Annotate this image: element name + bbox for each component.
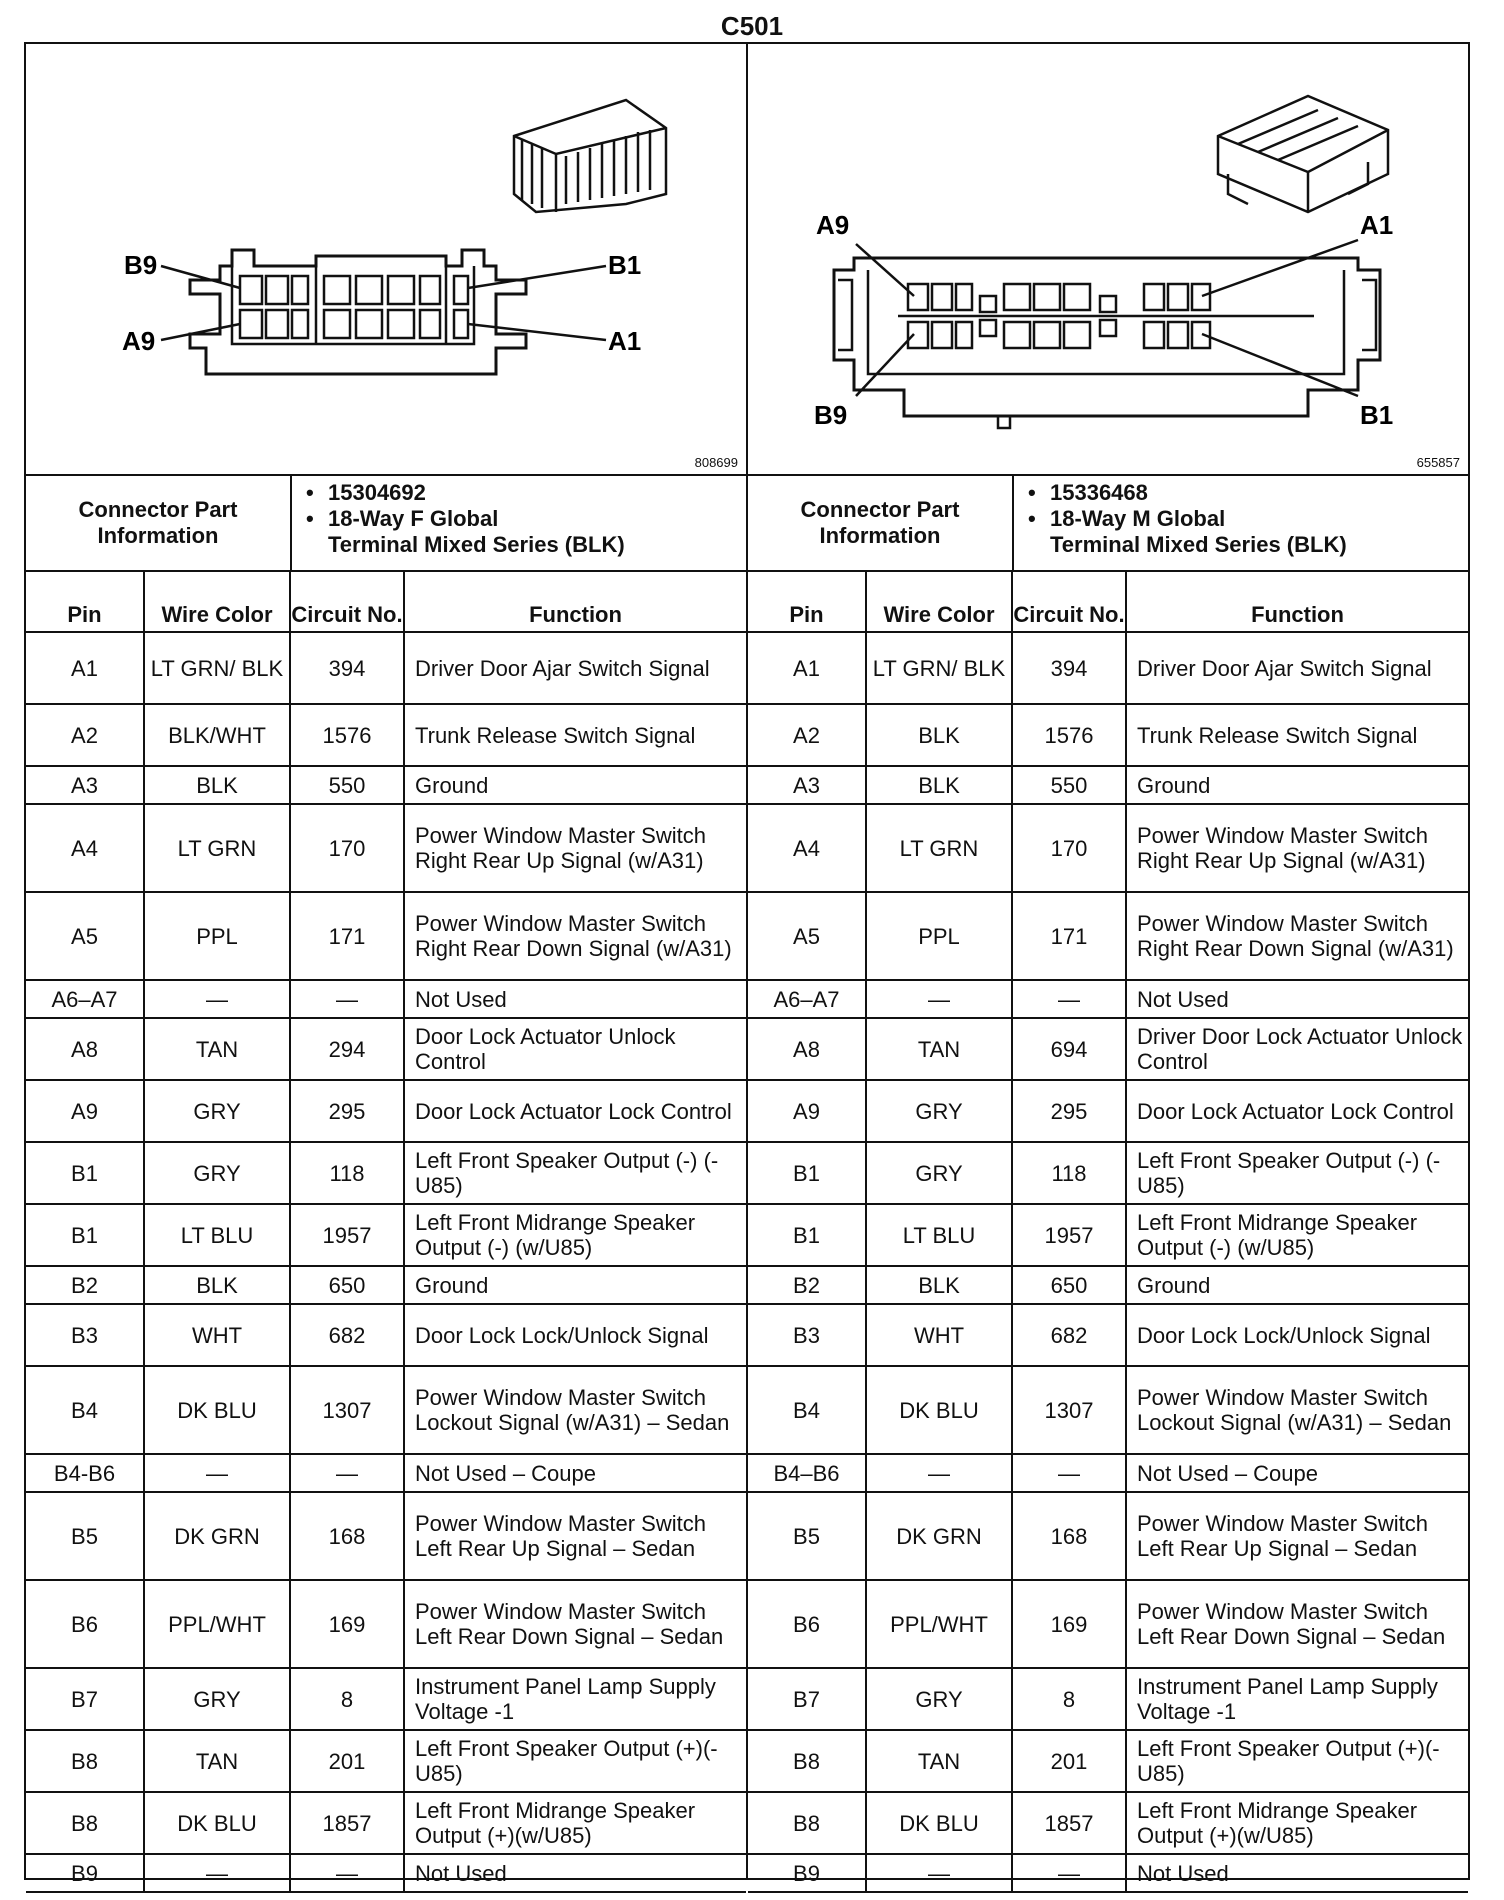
table-row	[26, 892, 746, 980]
table-row	[748, 1668, 1468, 1730]
table-row	[748, 1304, 1468, 1366]
cell-function: Door Lock Actuator Lock Control	[404, 1080, 746, 1142]
cell-function: Power Window Master Switch Left Rear Down Signal – Sedan	[1126, 1580, 1468, 1668]
diagram-reference-number: 655857	[1416, 455, 1460, 470]
cell-wire-color: DK BLU	[866, 1366, 1012, 1454]
cell-pin: B1	[26, 1142, 144, 1204]
cell-circuit-no: 171	[1012, 892, 1126, 980]
diagram-label-bottom-left: A9	[122, 326, 156, 356]
connector-sheet	[24, 42, 1470, 1886]
cell-pin: B3	[26, 1304, 144, 1366]
table-row	[748, 980, 1468, 1018]
cell-function: Driver Door Lock Actuator Unlock Control	[1126, 1018, 1468, 1080]
table-header-row	[748, 572, 1468, 632]
table-row	[26, 980, 746, 1018]
cell-pin: A4	[26, 804, 144, 892]
cell-function: Ground	[1126, 1266, 1468, 1304]
header-pin: Pin	[748, 572, 866, 632]
table-row	[26, 1204, 746, 1266]
cell-function: Left Front Midrange Speaker Output (-) (w/U85)	[1126, 1204, 1468, 1266]
cell-function: Door Lock Actuator Lock Control	[1126, 1080, 1468, 1142]
cell-pin: A6–A7	[26, 980, 144, 1018]
table-row	[748, 1204, 1468, 1266]
cell-pin: B8	[26, 1792, 144, 1854]
cell-wire-color: GRY	[866, 1080, 1012, 1142]
cell-wire-color: BLK	[866, 766, 1012, 804]
table-row	[26, 1492, 746, 1580]
female-connector-drawing	[26, 44, 746, 474]
cell-pin: B1	[748, 1204, 866, 1266]
table-row	[26, 1366, 746, 1454]
cell-wire-color: PPL	[866, 892, 1012, 980]
cell-pin: B6	[26, 1580, 144, 1668]
cell-pin: A2	[26, 704, 144, 766]
cell-circuit-no: 168	[1012, 1492, 1126, 1580]
cell-pin: B1	[26, 1204, 144, 1266]
cell-function: Driver Door Ajar Switch Signal	[404, 632, 746, 704]
cell-pin: B9	[26, 1854, 144, 1892]
cell-function: Driver Door Ajar Switch Signal	[1126, 632, 1468, 704]
diagram-label-top-right: B1	[608, 250, 642, 280]
table-row	[26, 1142, 746, 1204]
table-row	[748, 804, 1468, 892]
cell-pin: B8	[26, 1730, 144, 1792]
cell-pin: A3	[748, 766, 866, 804]
cell-pin: A3	[26, 766, 144, 804]
cell-wire-color: —	[144, 1454, 290, 1492]
cell-function: Instrument Panel Lamp Supply Voltage -1	[404, 1668, 746, 1730]
cell-pin: B7	[26, 1668, 144, 1730]
diagram-reference-number: 808699	[694, 455, 738, 470]
diagram-label-top-right: A1	[1360, 210, 1394, 240]
table-row	[748, 1366, 1468, 1454]
cell-wire-color: —	[866, 1454, 1012, 1492]
cell-wire-color: BLK	[144, 1266, 290, 1304]
cell-function: Door Lock Lock/Unlock Signal	[1126, 1304, 1468, 1366]
table-row	[26, 1730, 746, 1792]
cell-pin: A8	[26, 1018, 144, 1080]
cell-wire-color: LT BLU	[866, 1204, 1012, 1266]
cell-circuit-no: 118	[1012, 1142, 1126, 1204]
cell-function: Power Window Master Switch Right Rear Down Signal (w/A31)	[404, 892, 746, 980]
cell-circuit-no: 1957	[290, 1204, 404, 1266]
connector-description: • 18-Way F Global	[306, 506, 736, 532]
cell-pin: B8	[748, 1730, 866, 1792]
cell-function: Not Used – Coupe	[404, 1454, 746, 1492]
diagram-label-bottom-left: B9	[814, 400, 848, 430]
diagram-label-top-left: A9	[816, 210, 850, 240]
cell-function: Trunk Release Switch Signal	[1126, 704, 1468, 766]
cell-function: Power Window Master Switch Lockout Signal (w/A31) – Sedan	[1126, 1366, 1468, 1454]
diagram-label-bottom-right: A1	[608, 326, 642, 356]
table-row	[26, 1854, 746, 1892]
table-row	[26, 1454, 746, 1492]
cell-circuit-no: 550	[1012, 766, 1126, 804]
cell-wire-color: —	[866, 980, 1012, 1018]
cell-pin: B4	[26, 1366, 144, 1454]
cell-wire-color: LT GRN/ BLK	[144, 632, 290, 704]
cell-circuit-no: 650	[290, 1266, 404, 1304]
cell-pin: A1	[26, 632, 144, 704]
cell-function: Not Used – Coupe	[1126, 1454, 1468, 1492]
cell-circuit-no: 1957	[1012, 1204, 1126, 1266]
cell-pin: B4-B6	[26, 1454, 144, 1492]
table-row	[748, 1080, 1468, 1142]
connector-part-info	[748, 476, 1468, 572]
cell-circuit-no: —	[1012, 980, 1126, 1018]
cell-wire-color: DK GRN	[866, 1492, 1012, 1580]
table-row	[748, 1854, 1468, 1892]
cell-function: Power Window Master Switch Right Rear Up Signal (w/A31)	[1126, 804, 1468, 892]
cell-function: Instrument Panel Lamp Supply Voltage -1	[1126, 1668, 1468, 1730]
table-row	[26, 1304, 746, 1366]
cell-circuit-no: 171	[290, 892, 404, 980]
cell-circuit-no: 170	[290, 804, 404, 892]
cell-function: Ground	[1126, 766, 1468, 804]
diagram-label-bottom-right: B1	[1360, 400, 1394, 430]
cell-wire-color: TAN	[866, 1018, 1012, 1080]
header-function: Function	[404, 572, 746, 632]
cell-wire-color: TAN	[144, 1730, 290, 1792]
cell-pin: B2	[26, 1266, 144, 1304]
cell-wire-color: GRY	[144, 1142, 290, 1204]
header-pin: Pin	[26, 572, 144, 632]
table-row	[26, 632, 746, 704]
cell-pin: A5	[748, 892, 866, 980]
table-row	[26, 804, 746, 892]
cell-function: Door Lock Actuator Unlock Control	[404, 1018, 746, 1080]
table-row	[748, 892, 1468, 980]
cell-pin: A2	[748, 704, 866, 766]
cell-circuit-no: 650	[1012, 1266, 1126, 1304]
diagram-label-top-left: B9	[124, 250, 158, 280]
table-row	[748, 766, 1468, 804]
cell-pin: B8	[748, 1792, 866, 1854]
cell-pin: B1	[748, 1142, 866, 1204]
cell-pin: A9	[748, 1080, 866, 1142]
connector-description-cont: Terminal Mixed Series (BLK)	[328, 532, 625, 557]
cell-wire-color: DK GRN	[144, 1492, 290, 1580]
table-row	[748, 632, 1468, 704]
connector-description: • 18-Way M Global	[1028, 506, 1458, 532]
cell-circuit-no: 294	[290, 1018, 404, 1080]
table-row	[748, 704, 1468, 766]
cell-circuit-no: 201	[290, 1730, 404, 1792]
cell-function: Left Front Midrange Speaker Output (+)(w/U85)	[1126, 1792, 1468, 1854]
cell-circuit-no: 295	[290, 1080, 404, 1142]
cell-wire-color: DK BLU	[144, 1792, 290, 1854]
cell-wire-color: TAN	[866, 1730, 1012, 1792]
cell-circuit-no: 168	[290, 1492, 404, 1580]
cell-wire-color: LT GRN	[866, 804, 1012, 892]
cell-wire-color: —	[144, 1854, 290, 1892]
cell-circuit-no: —	[1012, 1854, 1126, 1892]
table-row	[26, 1018, 746, 1080]
cell-wire-color: BLK	[866, 704, 1012, 766]
cell-wire-color: DK BLU	[866, 1792, 1012, 1854]
table-row	[26, 1668, 746, 1730]
cell-circuit-no: —	[290, 980, 404, 1018]
cell-wire-color: LT GRN	[144, 804, 290, 892]
table-row	[26, 766, 746, 804]
connector-panel-male	[748, 44, 1468, 1886]
male-connector-drawing	[748, 44, 1468, 474]
cell-wire-color: BLK/WHT	[144, 704, 290, 766]
cell-pin: A8	[748, 1018, 866, 1080]
table-row	[748, 1018, 1468, 1080]
cell-function: Power Window Master Switch Right Rear Up Signal (w/A31)	[404, 804, 746, 892]
cell-wire-color: WHT	[866, 1304, 1012, 1366]
cell-function: Power Window Master Switch Left Rear Down Signal – Sedan	[404, 1580, 746, 1668]
cell-wire-color: DK BLU	[144, 1366, 290, 1454]
cell-pin: A1	[748, 632, 866, 704]
cell-circuit-no: 169	[290, 1580, 404, 1668]
header-function: Function	[1126, 572, 1468, 632]
cell-pin: A6–A7	[748, 980, 866, 1018]
cell-wire-color: GRY	[144, 1080, 290, 1142]
cell-wire-color: PPL/WHT	[866, 1580, 1012, 1668]
cell-function: Left Front Midrange Speaker Output (+)(w/U85)	[404, 1792, 746, 1854]
cell-pin: B6	[748, 1580, 866, 1668]
cell-circuit-no: —	[290, 1854, 404, 1892]
table-row	[26, 1080, 746, 1142]
table-header-row	[26, 572, 746, 632]
cell-circuit-no: —	[290, 1454, 404, 1492]
cell-function: Door Lock Lock/Unlock Signal	[404, 1304, 746, 1366]
connector-diagram-male	[748, 44, 1468, 476]
cell-pin: B2	[748, 1266, 866, 1304]
cell-circuit-no: 118	[290, 1142, 404, 1204]
cell-circuit-no: 394	[290, 632, 404, 704]
table-row	[748, 1730, 1468, 1792]
cell-function: Not Used	[1126, 980, 1468, 1018]
pinout-table	[748, 572, 1468, 1893]
header-circuit-no: Circuit No.	[290, 572, 404, 632]
cell-circuit-no: 694	[1012, 1018, 1126, 1080]
cell-circuit-no: 170	[1012, 804, 1126, 892]
cell-function: Not Used	[1126, 1854, 1468, 1892]
cell-function: Trunk Release Switch Signal	[404, 704, 746, 766]
header-circuit-no: Circuit No.	[1012, 572, 1126, 632]
table-row	[26, 1580, 746, 1668]
cell-circuit-no: —	[1012, 1454, 1126, 1492]
table-row	[748, 1454, 1468, 1492]
cell-pin: B5	[26, 1492, 144, 1580]
connector-diagram-female	[26, 44, 746, 476]
connector-part-info	[26, 476, 746, 572]
cell-function: Power Window Master Switch Left Rear Up Signal – Sedan	[404, 1492, 746, 1580]
cell-wire-color: WHT	[144, 1304, 290, 1366]
cell-circuit-no: 1857	[290, 1792, 404, 1854]
cell-circuit-no: 1307	[290, 1366, 404, 1454]
cell-circuit-no: 1576	[290, 704, 404, 766]
cell-pin: B3	[748, 1304, 866, 1366]
cell-wire-color: PPL/WHT	[144, 1580, 290, 1668]
cell-circuit-no: 394	[1012, 632, 1126, 704]
table-row	[26, 704, 746, 766]
connector-part-info-label: Connector Part Information	[78, 497, 238, 548]
table-row	[748, 1580, 1468, 1668]
cell-wire-color: —	[144, 980, 290, 1018]
cell-pin: A9	[26, 1080, 144, 1142]
connector-part-info-label: Connector Part Information	[800, 497, 960, 548]
cell-function: Left Front Speaker Output (+)(-U85)	[1126, 1730, 1468, 1792]
cell-pin: B4	[748, 1366, 866, 1454]
cell-function: Left Front Midrange Speaker Output (-) (w/U85)	[404, 1204, 746, 1266]
cell-pin: B7	[748, 1668, 866, 1730]
cell-wire-color: TAN	[144, 1018, 290, 1080]
header-wire-color: Wire Color	[144, 572, 290, 632]
table-row	[748, 1792, 1468, 1854]
cell-pin: A5	[26, 892, 144, 980]
table-row	[748, 1492, 1468, 1580]
part-number: • 15336468	[1028, 480, 1458, 506]
cell-circuit-no: 1857	[1012, 1792, 1126, 1854]
pinout-table	[26, 572, 746, 1893]
cell-circuit-no: 8	[1012, 1668, 1126, 1730]
cell-circuit-no: 295	[1012, 1080, 1126, 1142]
cell-circuit-no: 682	[290, 1304, 404, 1366]
header-wire-color: Wire Color	[866, 572, 1012, 632]
page-title: C501	[720, 11, 784, 41]
cell-circuit-no: 169	[1012, 1580, 1126, 1668]
cell-circuit-no: 201	[1012, 1730, 1126, 1792]
cell-wire-color: —	[866, 1854, 1012, 1892]
cell-function: Left Front Speaker Output (-) (-U85)	[1126, 1142, 1468, 1204]
cell-function: Ground	[404, 766, 746, 804]
cell-function: Not Used	[404, 980, 746, 1018]
connector-3d-view-icon	[514, 100, 666, 212]
cell-circuit-no: 8	[290, 1668, 404, 1730]
cell-pin: B9	[748, 1854, 866, 1892]
cell-circuit-no: 550	[290, 766, 404, 804]
cell-pin: B4–B6	[748, 1454, 866, 1492]
cell-wire-color: GRY	[144, 1668, 290, 1730]
connector-panel-female	[26, 44, 748, 1886]
cell-function: Ground	[404, 1266, 746, 1304]
cell-wire-color: LT BLU	[144, 1204, 290, 1266]
connector-3d-view-icon	[1218, 96, 1388, 212]
table-row	[26, 1266, 746, 1304]
part-number: • 15304692	[306, 480, 736, 506]
table-row	[26, 1792, 746, 1854]
cell-wire-color: LT GRN/ BLK	[866, 632, 1012, 704]
cell-circuit-no: 682	[1012, 1304, 1126, 1366]
cell-function: Power Window Master Switch Right Rear Down Signal (w/A31)	[1126, 892, 1468, 980]
cell-function: Power Window Master Switch Lockout Signal (w/A31) – Sedan	[404, 1366, 746, 1454]
table-row	[748, 1142, 1468, 1204]
table-row	[748, 1266, 1468, 1304]
cell-circuit-no: 1576	[1012, 704, 1126, 766]
cell-function: Left Front Speaker Output (+)(-U85)	[404, 1730, 746, 1792]
cell-wire-color: PPL	[144, 892, 290, 980]
cell-function: Left Front Speaker Output (-) (-U85)	[404, 1142, 746, 1204]
cell-function: Not Used	[404, 1854, 746, 1892]
cell-wire-color: GRY	[866, 1142, 1012, 1204]
cell-wire-color: BLK	[144, 766, 290, 804]
connector-description-cont: Terminal Mixed Series (BLK)	[1050, 532, 1347, 557]
cell-pin: A4	[748, 804, 866, 892]
cell-pin: B5	[748, 1492, 866, 1580]
cell-wire-color: GRY	[866, 1668, 1012, 1730]
cell-circuit-no: 1307	[1012, 1366, 1126, 1454]
cell-function: Power Window Master Switch Left Rear Up Signal – Sedan	[1126, 1492, 1468, 1580]
cell-wire-color: BLK	[866, 1266, 1012, 1304]
